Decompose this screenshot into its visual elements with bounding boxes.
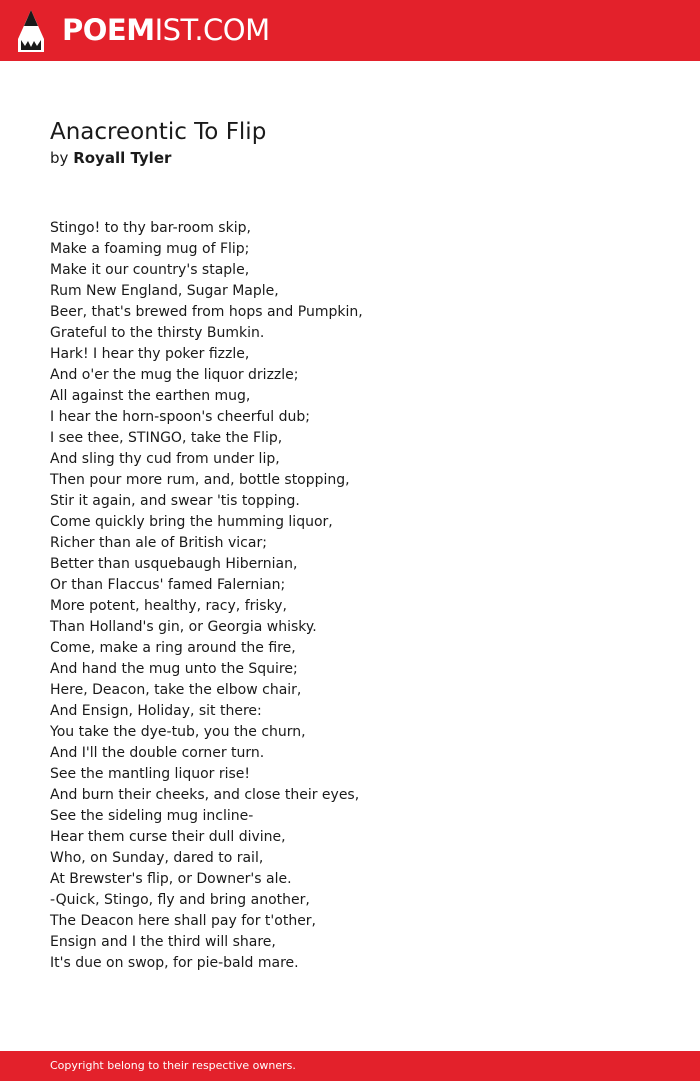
poem-title: Anacreontic To Flip — [50, 119, 267, 145]
poem-line: And hand the mug unto the Squire; — [50, 661, 298, 677]
poem-line: I see thee, STINGO, take the Flip, — [50, 430, 283, 446]
poem-line: And o'er the mug the liquor drizzle; — [50, 367, 299, 383]
site-brand-link[interactable] — [62, 12, 270, 48]
poem-line: Who, on Sunday, dared to rail, — [50, 850, 264, 866]
poem-line: And I'll the double corner turn. — [50, 745, 265, 761]
poem-line: Stingo! to thy bar-room skip, — [50, 220, 251, 236]
copyright-text: Copyright belong to their respective owners. — [50, 1059, 296, 1072]
poem-body — [50, 218, 363, 974]
poem-line: Come, make a ring around the fire, — [50, 640, 296, 656]
site-footer — [0, 1051, 700, 1081]
poem-line: Better than usquebaugh Hibernian, — [50, 556, 298, 572]
poem-line: Come quickly bring the humming liquor, — [50, 514, 333, 530]
by-label: by — [50, 149, 69, 167]
poem-line: Here, Deacon, take the elbow chair, — [50, 682, 302, 698]
poem-line: See the sideling mug incline- — [50, 808, 254, 824]
poem-line: Stir it again, and swear 'tis topping. — [50, 493, 300, 509]
poem-line: And Ensign, Holiday, sit there: — [50, 703, 262, 719]
poem-line: Grateful to the thirsty Bumkin. — [50, 325, 265, 341]
poem-line: Rum New England, Sugar Maple, — [50, 283, 279, 299]
poem-line: Ensign and I the third will share, — [50, 934, 276, 950]
poem-line: Hark! I hear thy poker fizzle, — [50, 346, 250, 362]
poem-line: Than Holland's gin, or Georgia whisky. — [50, 619, 317, 635]
poem-line: More potent, healthy, racy, frisky, — [50, 598, 287, 614]
poem-line: I hear the horn-spoon's cheerful dub; — [50, 409, 310, 425]
poem-author: Royall Tyler — [73, 149, 172, 167]
poem-line: At Brewster's flip, or Downer's ale. — [50, 871, 292, 887]
poem-line: Make it our country's staple, — [50, 262, 250, 278]
poem-line: It's due on swop, for pie-bald mare. — [50, 955, 299, 971]
poem-line: Make a foaming mug of Flip; — [50, 241, 250, 257]
brand-bold-text: POEM — [62, 13, 155, 47]
poem-line: Or than Flaccus' famed Falernian; — [50, 577, 286, 593]
poem-line: Richer than ale of British vicar; — [50, 535, 267, 551]
poem-byline — [50, 148, 171, 169]
poem-line: You take the dye-tub, you the churn, — [50, 724, 306, 740]
site-header — [0, 0, 700, 61]
poem-line: The Deacon here shall pay for t'other, — [50, 913, 317, 929]
poem-line: And burn their cheeks, and close their eyes, — [50, 787, 360, 803]
brand-light-text: IST.COM — [154, 13, 270, 47]
poem-line: See the mantling liquor rise! — [50, 766, 251, 782]
poem-line: Hear them curse their dull divine, — [50, 829, 286, 845]
poem-line: Beer, that's brewed from hops and Pumpkin, — [50, 304, 363, 320]
poem-line: All against the earthen mug, — [50, 388, 251, 404]
pencil-logo-icon[interactable] — [18, 10, 44, 52]
poem-line: -Quick, Stingo, fly and bring another, — [50, 892, 310, 908]
poem-line: And sling thy cud from under lip, — [50, 451, 280, 467]
poem-line: Then pour more rum, and, bottle stopping, — [50, 472, 350, 488]
